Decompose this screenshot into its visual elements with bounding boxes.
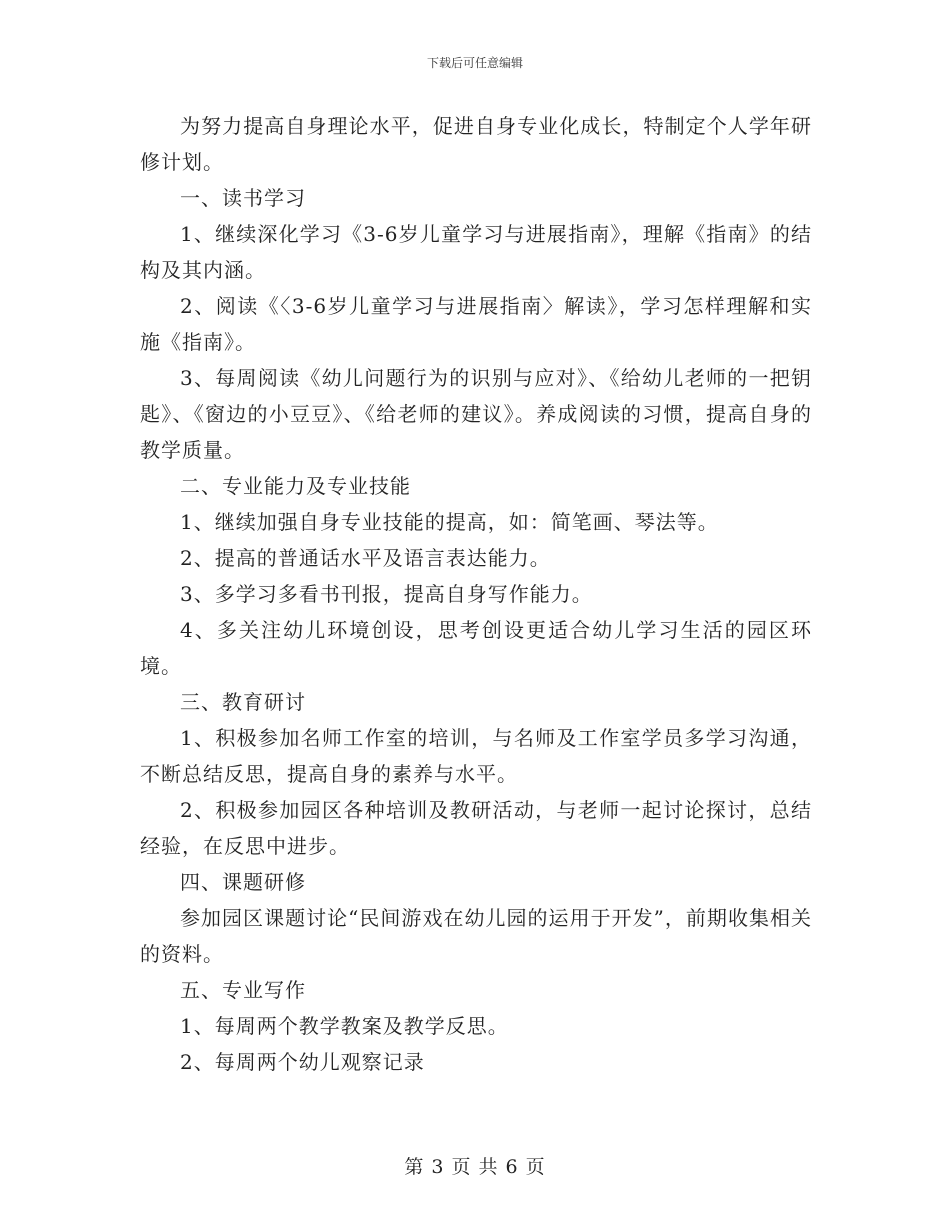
list-item: 参加园区课题讨论“民间游戏在幼儿园的运用于开发”，前期收集相关的资料。 xyxy=(140,906,812,966)
document-body xyxy=(140,108,812,1080)
list-item: 4、多关注幼儿环境创设，思考创设更适合幼儿学习生活的园区环境。 xyxy=(140,618,812,678)
list-item: 1、继续加强自身专业技能的提高，如：简笔画、琴法等。 xyxy=(180,510,719,534)
page-number: 第 3 页 共 6 页 xyxy=(404,1156,546,1178)
list-item: 2、积极参加园区各种培训及教研活动，与老师一起讨论探讨，总结经验，在反思中进步。 xyxy=(140,798,812,858)
list-item: 3、每周阅读《幼儿问题行为的识别与应对》、《给幼儿老师的一把钥匙》、《窗边的小豆豆》、《给老师的建议》。养成阅读的习惯，提高自身的教学质量。 xyxy=(140,366,812,462)
list-item: 2、每周两个幼儿观察记录 xyxy=(180,1050,425,1074)
list-item: 1、继续深化学习《3-6岁儿童学习与进展指南》，理解《指南》的结构及其内涵。 xyxy=(140,222,812,282)
page-header: 下载后可任意编辑 xyxy=(426,56,523,70)
section-heading-writing: 五、专业写作 xyxy=(180,978,306,1002)
intro-paragraph: 为努力提高自身理论水平，促进自身专业化成长，特制定个人学年研修计划。 xyxy=(140,114,812,174)
list-item: 2、阅读《〈3-6岁儿童学习与进展指南〉解读》，学习怎样理解和实施《指南》。 xyxy=(140,294,812,354)
section-heading-research: 三、教育研讨 xyxy=(180,690,306,714)
list-item: 2、提高的普通话水平及语言表达能力。 xyxy=(180,546,551,570)
section-heading-project: 四、课题研修 xyxy=(180,870,306,894)
list-item: 3、多学习多看书刊报，提高自身写作能力。 xyxy=(180,582,593,606)
section-heading-skills: 二、专业能力及专业技能 xyxy=(180,474,411,498)
list-item: 1、每周两个教学教案及教学反思。 xyxy=(180,1014,509,1038)
list-item: 1、积极参加名师工作室的培训，与名师及工作室学员多学习沟通，不断总结反思，提高自身的素养与水平。 xyxy=(140,726,812,786)
section-heading-reading: 一、读书学习 xyxy=(180,186,306,210)
